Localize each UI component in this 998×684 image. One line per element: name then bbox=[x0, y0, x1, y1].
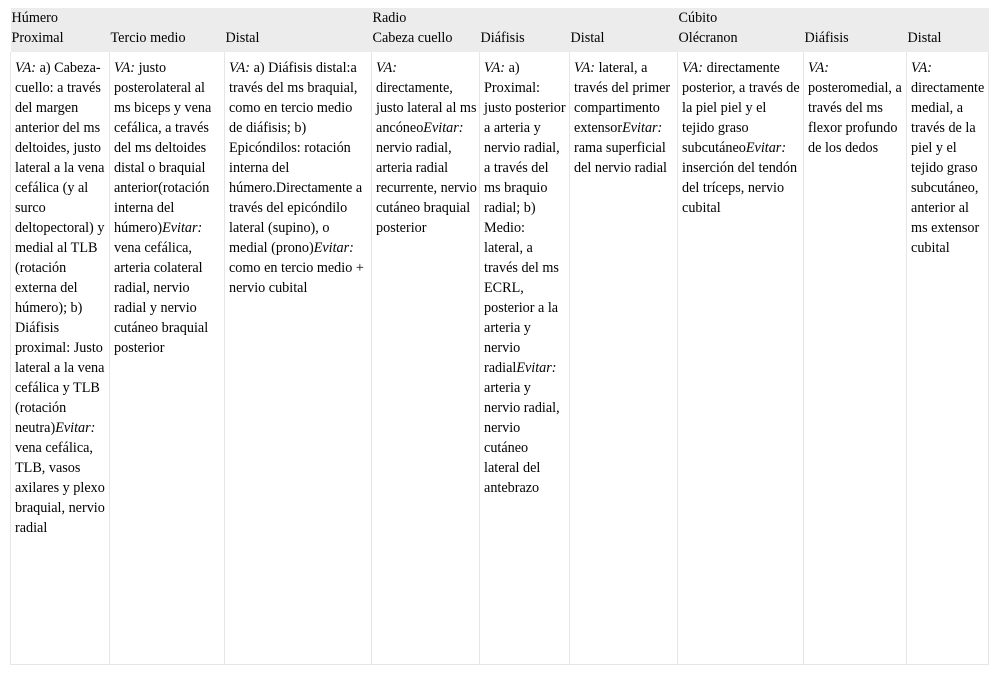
evitar-label: Evitar: bbox=[313, 240, 354, 256]
cell-humero-tercio-medio bbox=[110, 52, 225, 664]
col-cubito-olecranon: Olécranon bbox=[678, 28, 804, 52]
va-text: a) Diáfisis distal:a través del ms braquial, como en tercio medio de diáfisis; b) Epicóndilos: rotación interna del húmero.Directamente a través del epicóndilo lateral (supino), o medial (prono) bbox=[229, 60, 363, 256]
approach-table bbox=[10, 8, 989, 665]
evitar-text: rama superficial del nervio radial bbox=[574, 140, 667, 176]
group-cubito: Cúbito bbox=[678, 8, 989, 28]
evitar-text: inserción del tendón del tríceps, nervio cubital bbox=[682, 160, 798, 216]
evitar-text: arteria y nervio radial, nervio cutáneo lateral del antebrazo bbox=[484, 380, 560, 496]
va-label: VA: bbox=[682, 60, 704, 76]
col-humero-distal: Distal bbox=[225, 28, 372, 52]
va-label: VA: bbox=[229, 60, 251, 76]
col-radio-diafisis: Diáfisis bbox=[480, 28, 570, 52]
col-cubito-distal: Distal bbox=[907, 28, 989, 52]
evitar-text: vena cefálica, TLB, vasos axilares y plexo braquial, nervio radial bbox=[15, 440, 105, 536]
va-label: VA: bbox=[574, 60, 596, 76]
va-text: lateral, a través del primer compartimento extensor bbox=[574, 60, 671, 136]
va-label: VA: bbox=[484, 60, 506, 76]
va-label: VA: bbox=[911, 60, 933, 76]
cell-humero-proximal bbox=[11, 52, 110, 664]
va-text: posteromedial, a través del ms flexor profundo de los dedos bbox=[808, 80, 902, 156]
evitar-label: Evitar: bbox=[516, 360, 557, 376]
col-humero-proximal: Proximal bbox=[11, 28, 110, 52]
table-row bbox=[11, 52, 989, 664]
col-radio-distal: Distal bbox=[570, 28, 678, 52]
evitar-label: Evitar: bbox=[55, 420, 96, 436]
col-humero-tercio-medio: Tercio medio bbox=[110, 28, 225, 52]
va-text: directamente, justo lateral al ms ancóneo bbox=[376, 80, 477, 136]
evitar-text: como en tercio medio + nervio cubital bbox=[229, 260, 364, 296]
evitar-text: vena cefálica, arteria colateral radial, nervio radial y nervio cutáneo braquial posterior bbox=[114, 240, 209, 356]
group-radio: Radio bbox=[372, 8, 678, 28]
va-text: a) Cabeza-cuello: a través del margen anterior del ms deltoides, justo lateral a la vena cefálica (y al surco deltopectoral) y medial al TLB (rotación externa del húmero); b) Diáfisis proximal: Justo lateral a la vena cefálica y TLB (rotación neutra) bbox=[15, 60, 105, 436]
va-text: justo posterolateral al ms biceps y vena cefálica, a través del ms deltoides distal o braquial anterior(rotación interna del húmero) bbox=[114, 60, 212, 236]
va-label: VA: bbox=[808, 60, 830, 76]
evitar-label: Evitar: bbox=[745, 140, 787, 156]
table-header bbox=[11, 8, 989, 52]
cell-cubito-diafisis bbox=[804, 52, 907, 664]
header-sub-row bbox=[11, 28, 989, 52]
cell-radio-cabeza-cuello bbox=[372, 52, 480, 664]
va-text: directamente posterior, a través de la piel piel y el tejido graso subcutáneo bbox=[682, 60, 800, 156]
evitar-text: nervio radial, arteria radial recurrente, nervio cutáneo braquial posterior bbox=[376, 140, 477, 236]
va-label: VA: bbox=[15, 60, 37, 76]
col-radio-cabeza-cuello: Cabeza cuello bbox=[372, 28, 480, 52]
cell-cubito-olecranon bbox=[678, 52, 804, 664]
cell-humero-distal bbox=[225, 52, 372, 664]
evitar-label: Evitar: bbox=[423, 120, 464, 136]
va-text: directamente medial, a través de la piel y el tejido graso subcutáneo, anterior al ms extensor cubital bbox=[911, 80, 985, 256]
evitar-label: Evitar: bbox=[162, 220, 203, 236]
evitar-label: Evitar: bbox=[622, 120, 663, 136]
va-label: VA: bbox=[376, 60, 398, 76]
cell-radio-diafisis bbox=[480, 52, 570, 664]
cell-radio-distal bbox=[570, 52, 678, 664]
va-text: a) Proximal: justo posterior a arteria y nervio radial, a través del ms braquio radial; b) Medio: lateral, a través del ms ECRL, posterior a la arteria y nervio radial bbox=[484, 60, 566, 376]
cell-cubito-distal bbox=[907, 52, 989, 664]
va-label: VA: bbox=[114, 60, 136, 76]
header-group-row bbox=[11, 8, 989, 28]
col-cubito-diafisis: Diáfisis bbox=[804, 28, 907, 52]
group-humero: Húmero bbox=[11, 8, 372, 28]
